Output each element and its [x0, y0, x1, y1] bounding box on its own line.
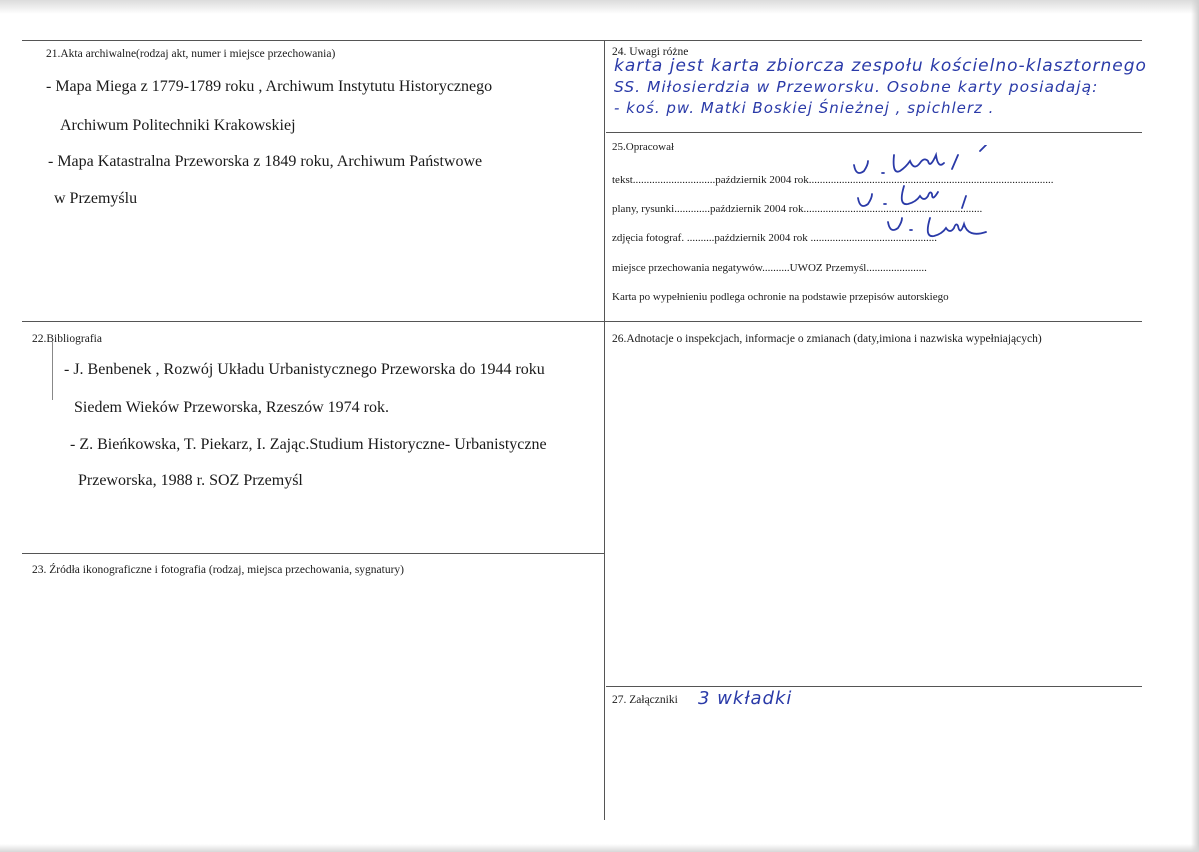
s24-handwritten-2: SS. Miłosierdzia w Przeworsku. Osobne karty posiadają:: [614, 78, 1099, 96]
s22-line-2: Siedem Wieków Przeworska, Rzeszów 1974 rok.: [74, 399, 389, 416]
section-25-title: 25.Opracował: [612, 141, 675, 153]
s21-line-4: w Przemyślu: [54, 190, 138, 207]
top-rule: [22, 40, 1142, 41]
divider-26-27: [606, 686, 1142, 687]
s21-line-1: - Mapa Miega z 1779-1789 roku , Archiwum Instytutu Historycznego: [46, 78, 493, 95]
s25-tekst-row: tekst..............................październik 2004 rok.........................................................................................: [612, 174, 1054, 186]
s22-line-4: Przeworska, 1988 r. SOZ Przemyśl: [78, 472, 303, 489]
section-24-title: 24. Uwagi różne: [612, 46, 689, 58]
s21-line-2: Archiwum Politechniki Krakowskiej: [60, 117, 296, 134]
section-21-title: 21.Akta archiwalne(rodzaj akt, numer i miejsce przechowania): [46, 48, 336, 60]
scan-top-edge: [0, 0, 1199, 14]
section-27-title: 27. Załączniki: [612, 694, 678, 706]
s24-handwritten-3: - koś. pw. Matki Boskiej Śnieżnej , spichlerz .: [614, 99, 995, 117]
s24-handwritten-1: karta jest karta zbiorcza zespołu kościelno-klasztornego: [614, 56, 1147, 76]
s21-line-3: - Mapa Katastralna Przeworska z 1849 roku, Archiwum Państwowe: [48, 153, 483, 170]
divider-24-25: [606, 132, 1142, 133]
margin-mark: [52, 342, 53, 400]
scan-right-edge: [1191, 0, 1199, 852]
divider-22-23: [22, 553, 604, 554]
s22-line-1: - J. Benbenek , Rozwój Układu Urbanistycznego Przeworska do 1944 roku: [64, 361, 545, 378]
center-divider: [604, 40, 605, 820]
s25-karta-note: Karta po wypełnieniu podlega ochronie na podstawie przepisów autorskiego: [612, 291, 949, 303]
signature-zdjecia: [880, 212, 1000, 252]
section-26-title: 26.Adnotacje o inspekcjach, informacje o zmianach (daty,imiona i nazwiska wypełniających): [612, 333, 1042, 345]
scan-bottom-edge: [0, 844, 1199, 852]
signature-tekst: [842, 145, 1002, 185]
s22-line-3: - Z. Bieńkowska, T. Piekarz, I. Zając.Studium Historyczne- Urbanistyczne: [70, 436, 547, 453]
s25-zdjecia-row: zdjęcia fotograf. ..........październik 2004 rok ..............................................: [612, 232, 938, 244]
section-23-title: 23. Źródła ikonograficzne i fotografia (rodzaj, miejsca przechowania, sygnatury): [32, 564, 404, 576]
section-22-title: 22.Bibliografia: [32, 333, 102, 345]
s27-handwritten: 3 wkładki: [698, 688, 793, 709]
row-divider-1: [22, 321, 1142, 322]
s25-plany-row: plany, rysunki.............październik 2004 rok.................................................................: [612, 203, 983, 215]
s25-negatywy-row: miejsce przechowania negatywów..........UWOZ Przemyśl......................: [612, 262, 927, 274]
